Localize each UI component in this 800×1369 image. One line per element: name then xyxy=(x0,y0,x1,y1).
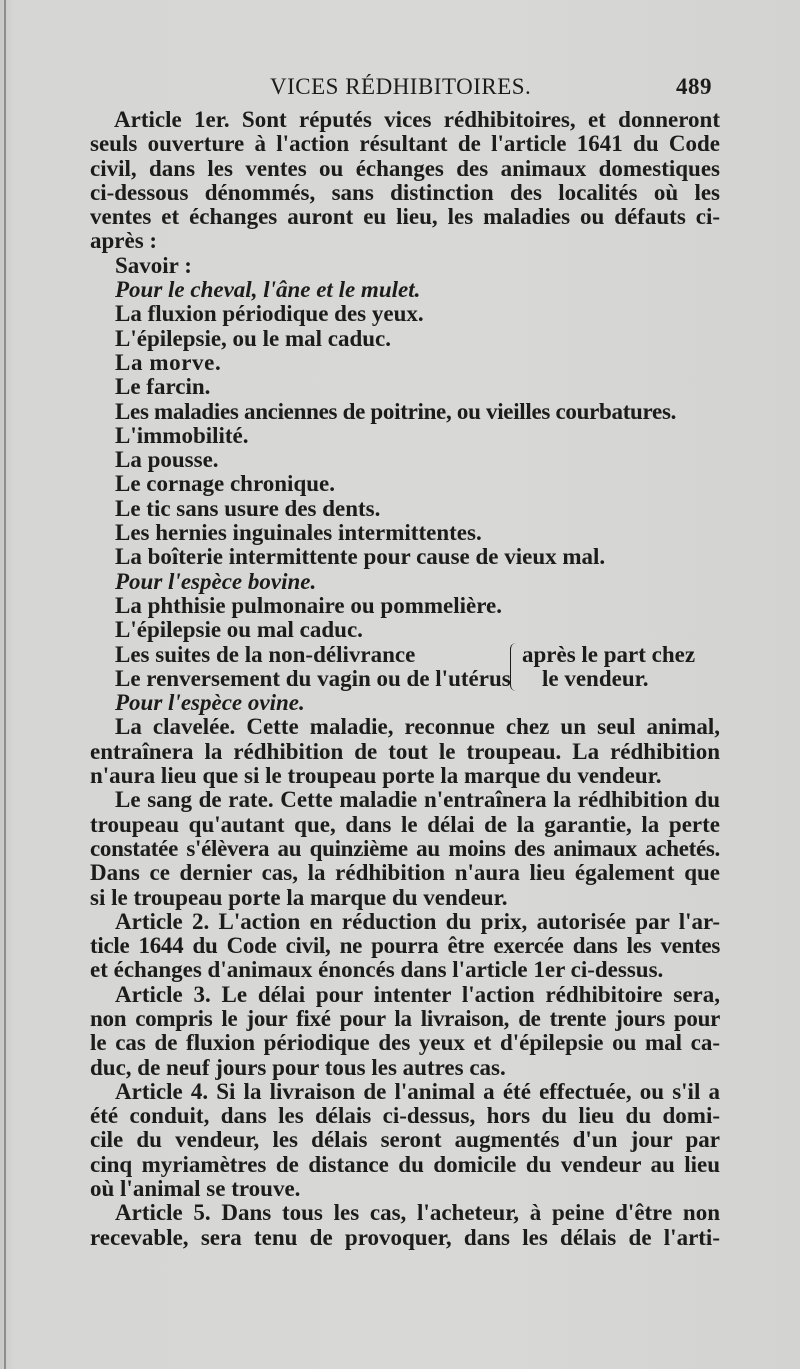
article-4-line: cinq myriamètres de distance du domicile du vendeur au lieu xyxy=(90,1151,720,1177)
article-2-line: et échanges d'animaux énoncés dans l'article 1er ci-dessus. xyxy=(90,957,664,983)
list-item: La boîterie intermittente pour cause de vieux mal. xyxy=(115,544,606,570)
article-3-line: duc, de neuf jours pour tous les autres cas. xyxy=(90,1054,506,1080)
article-1-line: après : xyxy=(90,228,158,254)
article-4-line: été conduit, dans les délais ci-dessus, hors du lieu du domi- xyxy=(90,1103,720,1129)
article-5-line: Article 5. Dans tous les cas, l'acheteur, à peine d'être non xyxy=(115,1200,720,1226)
article-2-line: Article 2. L'action en réduction du prix, autorisée par l'ar- xyxy=(115,908,720,934)
article-3-line: Article 3. Le délai pour intenter l'action rédhibitoire sera, xyxy=(115,981,720,1007)
article-4-line: Article 4. Si la livraison de l'animal a été effectuée, ou s'il a xyxy=(115,1078,720,1104)
list-item: Les suites de la non-délivrance xyxy=(115,641,416,667)
bracket-note xyxy=(522,643,695,692)
list-item: L'épilepsie, ou le mal caduc. xyxy=(115,325,391,351)
page-edge xyxy=(4,0,6,1369)
paragraph-line: Dans ce dernier cas, la rédhibition n'aura lieu également que xyxy=(90,860,720,886)
list-item: La pousse. xyxy=(115,447,219,473)
bracket-note-line: après le part chez xyxy=(522,641,696,667)
list-item: Le renversement du vagin ou de l'utérus xyxy=(115,665,511,691)
list-item: Les maladies anciennes de poitrine, ou vieilles courbatures. xyxy=(115,398,677,424)
section-heading-bovine: Pour l'espèce bovine. xyxy=(115,568,317,594)
page-body xyxy=(90,108,720,1250)
article-1-line: civil, dans les ventes ou échanges des animaux domestiques xyxy=(90,155,720,181)
list-item: Le cornage chronique. xyxy=(115,471,335,497)
list-item: Les hernies inguinales intermittentes. xyxy=(115,520,482,546)
article-3-line: non compris le jour fixé pour la livraison, de trente jours pour xyxy=(90,1005,720,1031)
savoir-line: Savoir : xyxy=(115,252,192,278)
article-1-line: Article 1er. Sont réputés vices rédhibitoires, et donneront xyxy=(114,107,720,132)
list-item: La phthisie pulmonaire ou pommelière. xyxy=(115,592,502,618)
bracketed-items xyxy=(90,643,720,692)
paragraph-line: entraînera la rédhibition de tout le troupeau. La rédhibition xyxy=(90,738,720,764)
bracket-note-line: le vendeur. xyxy=(542,665,649,691)
list-item: L'immobilité. xyxy=(115,422,249,448)
section-heading-cheval: Pour le cheval, l'âne et le mulet. xyxy=(115,277,421,303)
article-4-line: cile du vendeur, les délais seront augmentés d'un jour par xyxy=(90,1127,720,1153)
article-5-line: recevable, sera tenu de provoquer, dans les délais de l'arti- xyxy=(90,1224,720,1250)
page-header xyxy=(90,74,720,108)
article-1-line: ci-dessous dénommés, sans distinction des localités où les xyxy=(90,179,720,205)
section-heading-ovine: Pour l'espèce ovine. xyxy=(115,690,305,716)
paragraph-line: La clavelée. Cette maladie, reconnue chez un seul animal, xyxy=(115,714,720,740)
list-item: L'épilepsie ou mal caduc. xyxy=(115,617,363,643)
page-number: 489 xyxy=(676,74,712,99)
article-1-line: ventes et échanges auront eu lieu, les maladies ou défauts ci- xyxy=(90,204,720,230)
running-head: VICES RÉDHIBITOIRES. xyxy=(270,74,532,99)
article-4-line: où l'animal se trouve. xyxy=(90,1176,301,1202)
paragraph-line: n'aura lieu que si le troupeau porte la marque du vendeur. xyxy=(90,763,662,789)
list-item: Le tic sans usure des dents. xyxy=(115,495,381,521)
article-1-line: seuls ouverture à l'action résultant de l'article 1641 du Code xyxy=(90,131,720,157)
list-item: Le farcin. xyxy=(115,374,211,400)
paragraph-line: troupeau qu'autant que, dans le délai de la garantie, la perte xyxy=(90,811,720,837)
list-item: La fluxion périodique des yeux. xyxy=(115,301,424,327)
article-3-line: le cas de fluxion périodique des yeux et d'épilepsie ou mal ca- xyxy=(90,1030,720,1056)
brace-mark xyxy=(510,643,519,691)
list-item: La morve. xyxy=(115,349,222,375)
paragraph-line: si le troupeau porte la marque du vendeur. xyxy=(90,884,508,910)
paragraph-line: Le sang de rate. Cette maladie n'entraînera la rédhibition du xyxy=(115,787,720,813)
article-2-line: ticle 1644 du Code civil, ne pourra être exercée dans les ventes xyxy=(90,933,720,959)
paragraph-line: constatée s'élèvera au quinzième au moins des animaux achetés. xyxy=(90,835,720,861)
